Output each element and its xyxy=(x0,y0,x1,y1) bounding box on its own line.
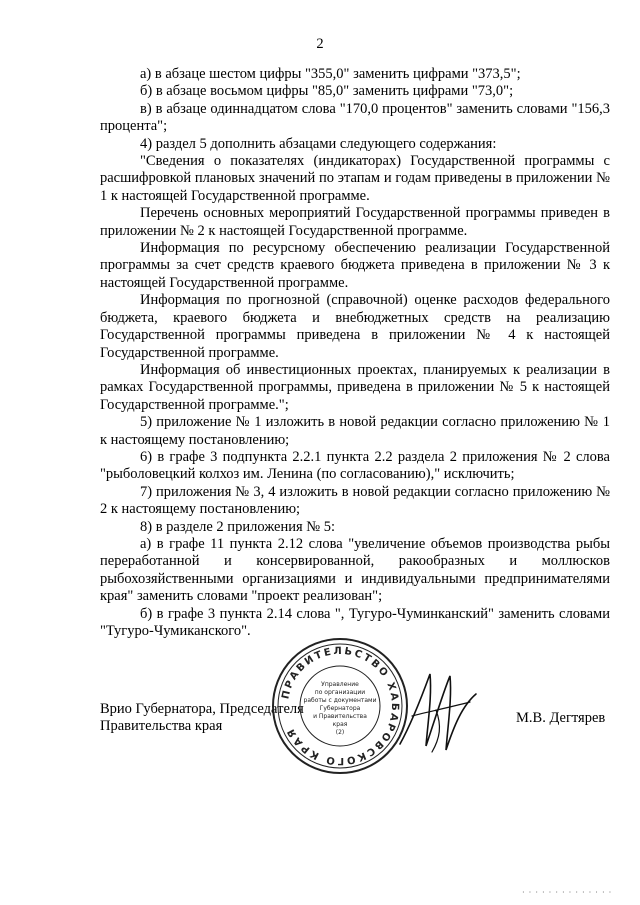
page-number: 2 xyxy=(316,36,324,52)
paragraph: Информация по ресурсному обеспечению реализации Государственной программы за счет средств краевого бюджета приведена в приложении № 3 к настоящей Государственной программе. xyxy=(100,240,610,291)
paragraph: 7) приложения № 3, 4 изложить в новой редакции согласно приложению № 2 к настоящему постановлению; xyxy=(100,483,610,518)
paragraph: в) в абзаце одиннадцатом слова "170,0 процентов" заменить словами "156,3 процента"; xyxy=(100,100,610,135)
paragraph: 5) приложение № 1 изложить в новой редакции согласно приложению № 1 к настоящему постановлению; xyxy=(100,414,610,448)
handwritten-signature xyxy=(392,666,482,756)
paragraph: б) в абзаце восьмом цифры "85,0" заменить цифрами "73,0"; xyxy=(140,83,514,100)
document-body xyxy=(100,66,610,640)
seal-inner-text: Управление xyxy=(321,681,359,688)
paragraph: Информация об инвестиционных проектах, планируемых к реализации в рамках Государственной программы, приведена в приложении № 5 к настоящей Государственной программе."; xyxy=(100,361,610,413)
seal-inner-text: края xyxy=(332,721,348,728)
paragraph: б) в графе 3 пункта 2.14 слова ", Тугуро-Чуминканский" заменить словами "Тугуро-Чумиканского". xyxy=(100,605,610,639)
signatory-name: М.В. Дегтярев xyxy=(516,710,606,726)
seal-inner-text: работы с документами xyxy=(303,697,377,704)
paragraph: Перечень основных мероприятий Государственной программы приведен в приложении № 2 к настоящей Государственной программе. xyxy=(100,205,610,239)
seal-inner-text: и Правительства xyxy=(313,713,367,720)
paragraph: 6) в графе 3 подпункта 2.2.1 пункта 2.2 раздела 2 приложения № 2 слова "рыболовецкий колхоз им. Ленина (по согласованию)," исключить; xyxy=(100,448,610,483)
scan-artifact: · · · · · · · · · · · · · · xyxy=(522,888,613,897)
paragraph: а) в абзаце шестом цифры "355,0" заменить цифрами "373,5"; xyxy=(140,66,521,82)
seal-inner-text: (2) xyxy=(335,729,345,736)
paragraph: а) в графе 11 пункта 2.12 слова "увеличение объемов производства рыбы переработанной и консервированной, ракообразных и моллюсков рыбохозяйственными организациями и индивидуальными предпринимателями края" заменить словами "проект реализован"; xyxy=(100,535,610,605)
paragraph: 4) раздел 5 дополнить абзацами следующего содержания: xyxy=(140,135,497,152)
official-seal-stamp xyxy=(270,636,410,776)
seal-inner-text: по организации xyxy=(314,689,366,696)
signatory-title-line: Врио Губернатора, Председателя xyxy=(100,701,304,717)
signatory-title-line: Правительства края xyxy=(100,718,223,735)
seal-inner-text: Губернатора xyxy=(319,705,361,712)
seal-ring-text: ПРАВИТЕЛЬСТВО ХАБАРОВСКОГО КРАЯ xyxy=(280,645,401,767)
paragraph: Информация по прогнозной (справочной) оценке расходов федерального бюджета, краевого бюджета и внебюджетных средств на реализацию Государственной программы приведена в приложении № 4 к настоящей Государственной программе. xyxy=(100,292,610,361)
paragraph: "Сведения о показателях (индикаторах) Государственной программы с расшифровкой плановых значений по этапам и годам приведены в приложении № 1 к настоящей Государственной программе. xyxy=(100,153,610,204)
paragraph: 8) в разделе 2 приложения № 5: xyxy=(140,518,336,535)
